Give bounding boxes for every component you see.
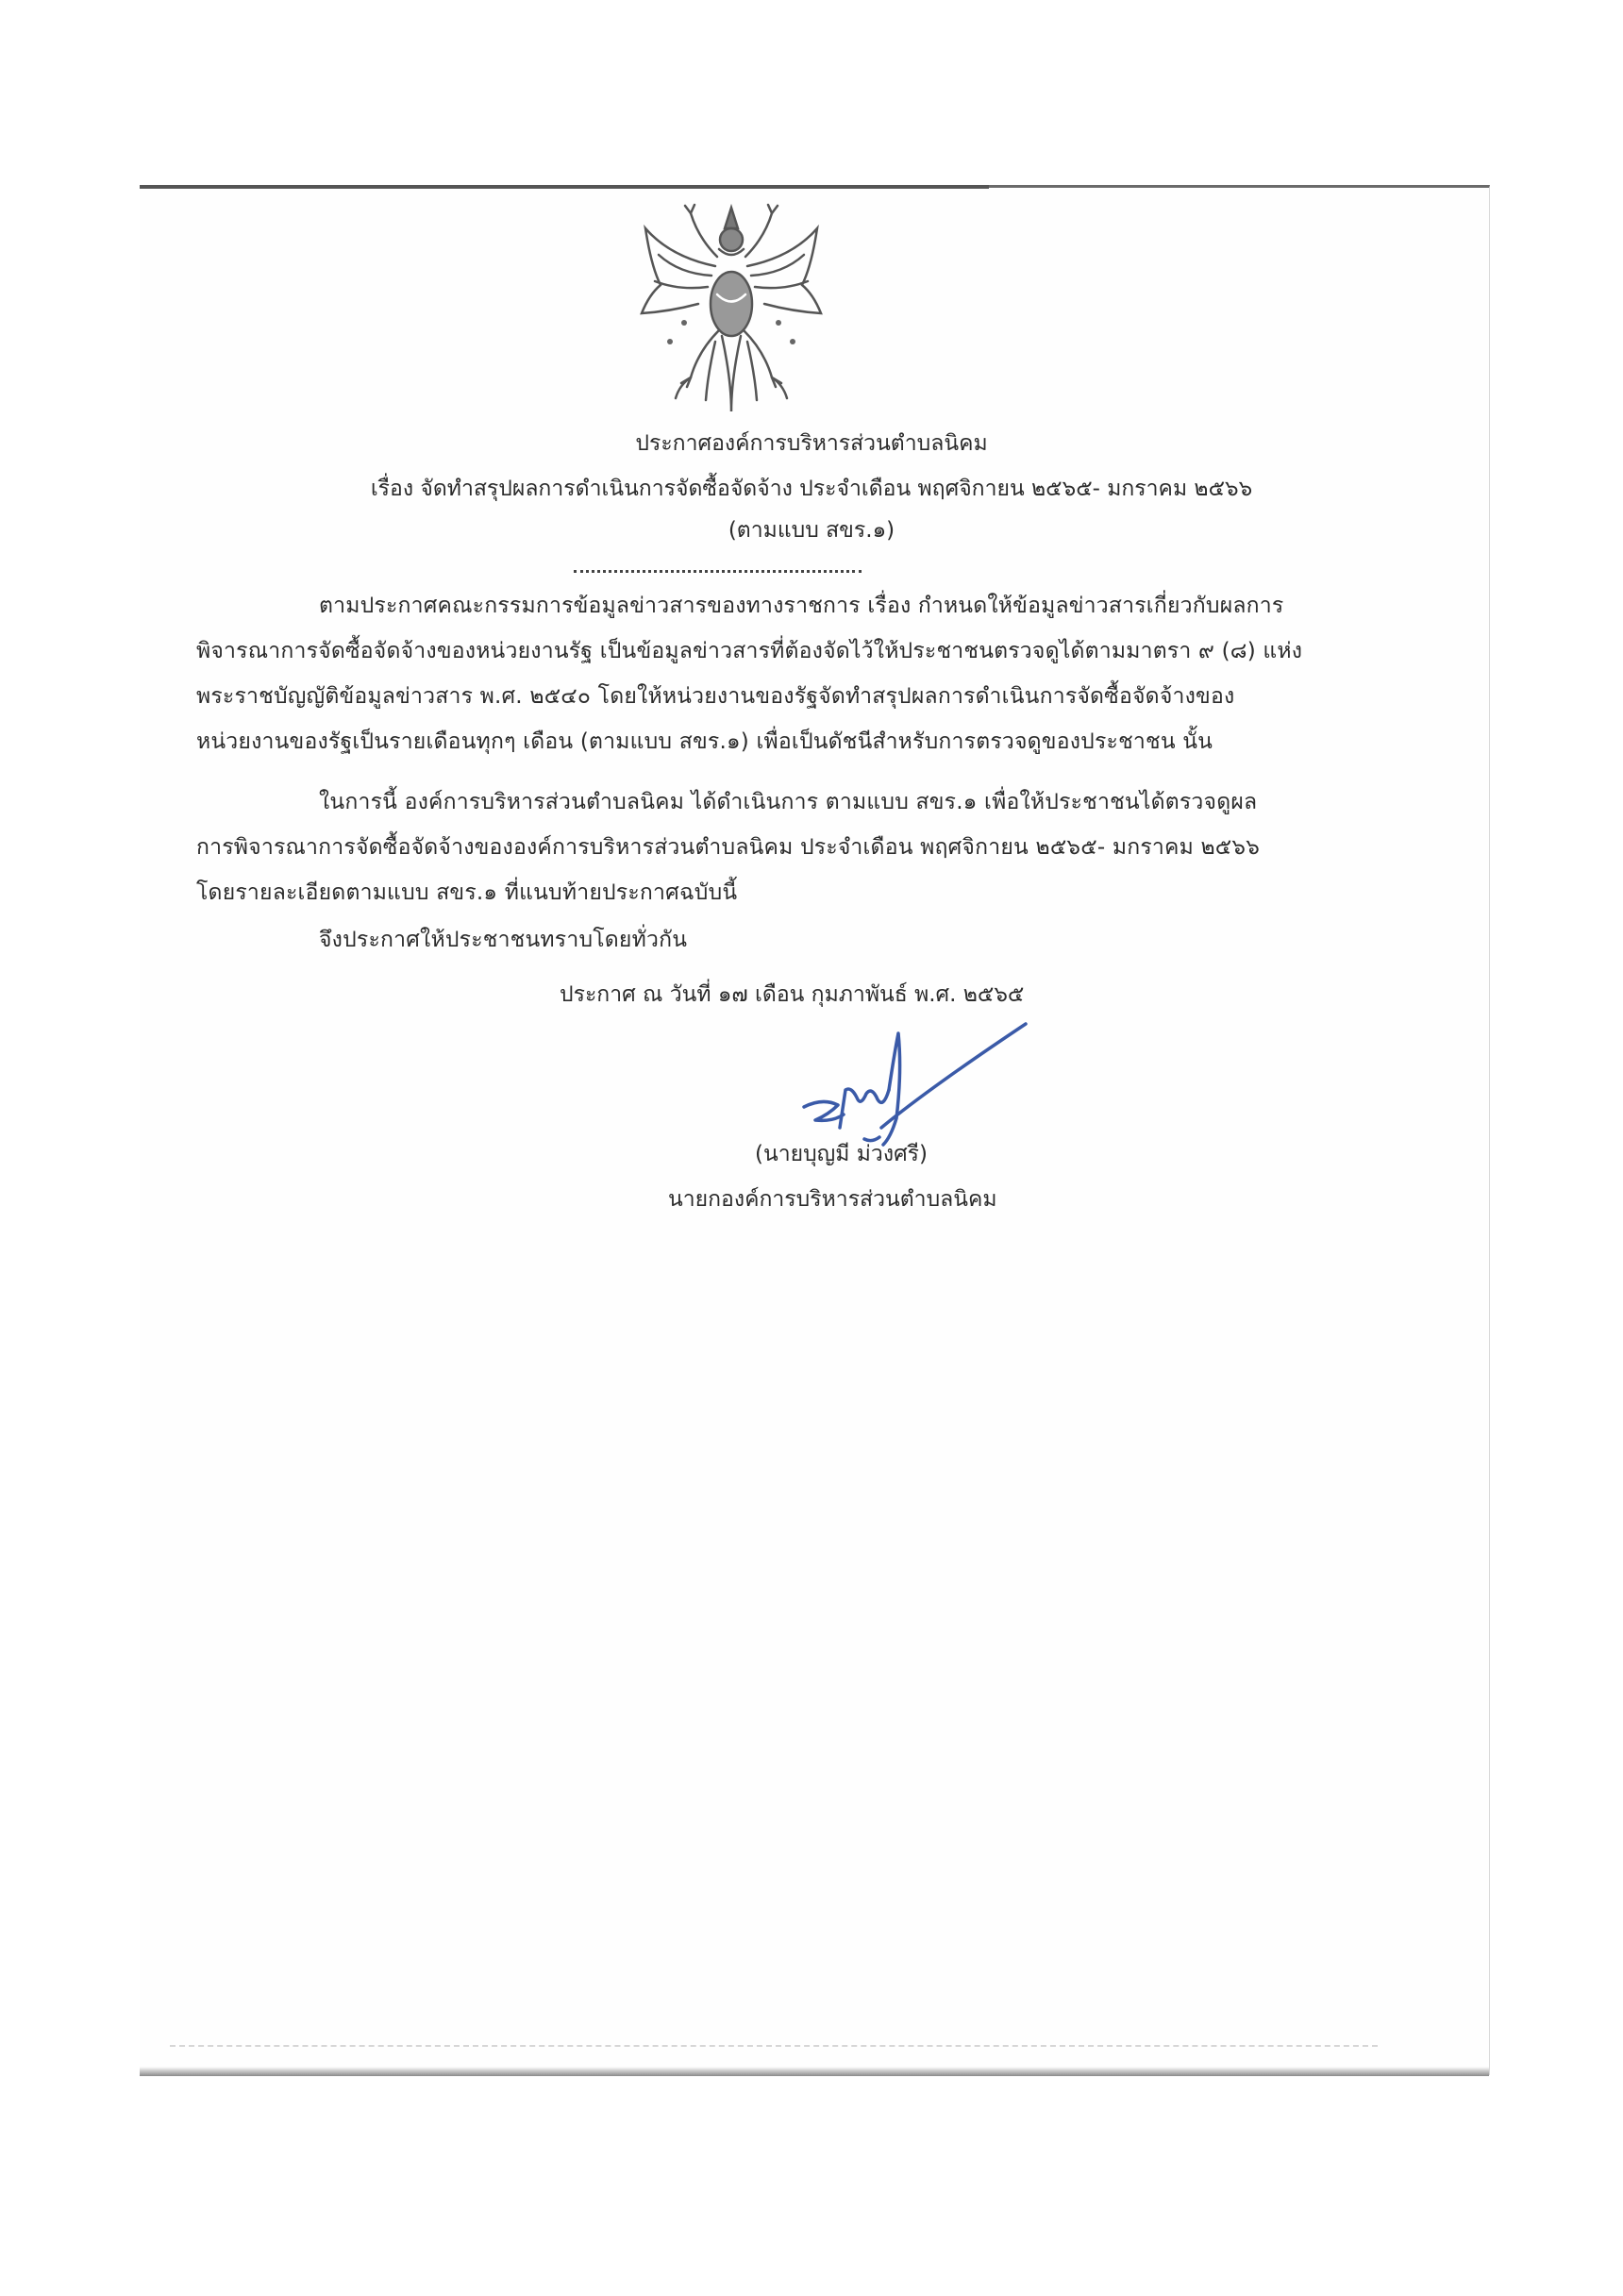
signer-name: (นายบุญมี ม่วงศรี) [755, 1142, 928, 1166]
body-paragraph-1-line-3: พระราชบัญญัติข้อมูลข่าวสาร พ.ศ. ๒๕๔๐ โดยให้หน่วยงานของรัฐจัดทำสรุปผลการดำเนินการจัดซื้อจัดจ้างของ [196, 684, 1235, 709]
announcement-subject: เรื่อง จัดทำสรุปผลการดำเนินการจัดซื้อจัดจ้าง ประจำเดือน พฤศจิกายน ๒๕๖๕- มกราคม ๒๕๖๖ [370, 477, 1253, 501]
body-paragraph-1-line-1: ตามประกาศคณะกรรมการข้อมูลข่าวสารของทางราชการ เรื่อง กำหนดให้ข้อมูลข่าวสารเกี่ยวกับผลการ [319, 594, 1284, 618]
body-paragraph-2-line-1: ในการนี้ องค์การบริหารส่วนตำบลนิคม ได้ดำเนินการ ตามแบบ สขร.๑ เพื่อให้ประชาชนได้ตรวจดูผล [319, 790, 1258, 814]
scan-edge-bottom [140, 2067, 1489, 2076]
garuda-emblem-icon [632, 200, 830, 417]
closing-statement: จึงประกาศให้ประชาชนทราบโดยทั่วกัน [319, 928, 688, 952]
announcement-date: ประกาศ ณ วันที่ ๑๗ เดือน กุมภาพันธ์ พ.ศ. ๒๕๖๕ [560, 982, 1025, 1007]
body-paragraph-2-line-2: การพิจารณาการจัดซื้อจัดจ้างขององค์การบริหารส่วนตำบลนิคม ประจำเดือน พฤศจิกายน ๒๕๖๕- มกราคม ๒๕๖๖ [196, 835, 1261, 860]
handwritten-signature [785, 996, 1040, 1147]
scan-edge-top [140, 185, 989, 189]
dotted-separator [574, 570, 862, 573]
signer-title: นายกองค์การบริหารส่วนตำบลนิคม [668, 1187, 997, 1212]
bottom-fold-line [170, 2045, 1378, 2047]
body-paragraph-1-line-2: พิจารณาการจัดซื้อจัดจ้างของหน่วยงานรัฐ เป็นข้อมูลข่าวสารที่ต้องจัดไว้ให้ประชาชนตรวจดูได้ตามมาตรา ๙ (๘) แห่ง [196, 639, 1303, 663]
body-paragraph-2-line-3: โดยรายละเอียดตามแบบ สขร.๑ ที่แนบท้ายประกาศฉบับนี้ [196, 880, 738, 905]
form-reference: (ตามแบบ สขร.๑) [728, 518, 895, 543]
announcement-title: ประกาศองค์การบริหารส่วนตำบลนิคม [635, 431, 988, 456]
body-paragraph-1-line-4: หน่วยงานของรัฐเป็นรายเดือนทุกๆ เดือน (ตามแบบ สขร.๑) เพื่อเป็นดัชนีสำหรับการตรวจดูของประชาชน นั้น [196, 729, 1213, 754]
